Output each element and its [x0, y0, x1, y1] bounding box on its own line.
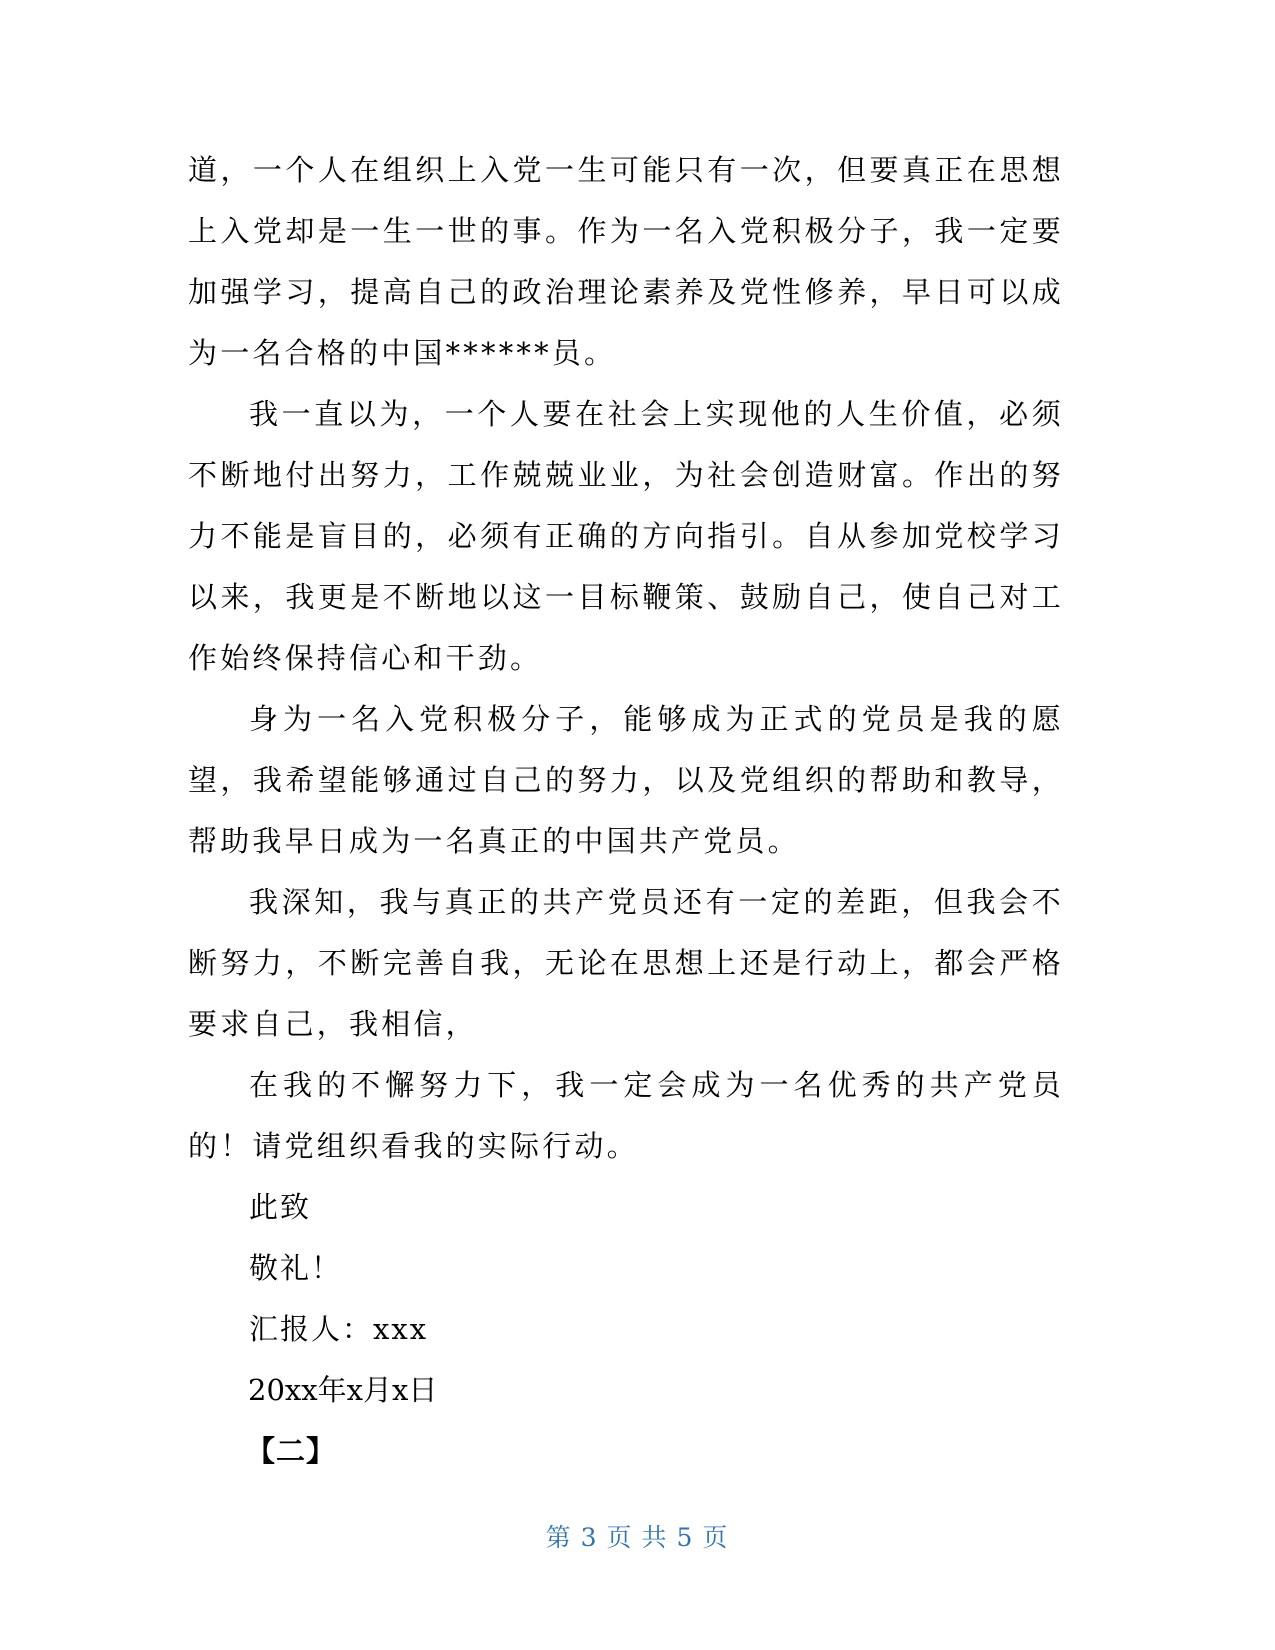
salutation-text: 敬礼！: [249, 1251, 343, 1285]
document-body: [188, 140, 1064, 1482]
footer-page-suffix: 页: [702, 1523, 730, 1552]
reporter-signature: 汇报人：xxx: [249, 1312, 429, 1346]
footer-total-prefix: 共: [641, 1523, 669, 1552]
footer-page-mid: 页: [606, 1523, 634, 1552]
page-footer: [0, 1518, 1275, 1554]
paragraph-wish: 身为一名入党积极分子，能够成为正式的党员是我的愿望，我希望能够通过自己的努力，以及党组织的帮助和教导，帮助我早日成为一名真正的中国共产党员。: [188, 702, 1064, 858]
report-date: 20xx年x月x日: [248, 1373, 438, 1407]
footer-total-pages: 5: [676, 1523, 695, 1552]
section-heading: 【二】: [246, 1434, 337, 1468]
paragraph-commitment: 在我的不懈努力下，我一定会成为一名优秀的共产党员的！请党组织看我的实际行动。: [188, 1068, 1064, 1163]
footer-page-prefix: 第: [545, 1523, 573, 1552]
paragraph-continuation: 道，一个人在组织上入党一生可能只有一次，但要真正在思想上入党却是一生一世的事。作为一名入党积极分子，我一定要加强学习，提高自己的政治理论素养及党性修养，早日可以成为一名合格的中国******员。: [188, 153, 1064, 370]
paragraph-gap: 我深知，我与真正的共产党员还有一定的差距，但我会不断努力，不断完善自我，无论在思想上还是行动上，都会严格要求自己，我相信，: [188, 885, 1064, 1041]
closing-text: 此致: [249, 1190, 312, 1224]
paragraph-life-value: 我一直以为，一个人要在社会上实现他的人生价值，必须不断地付出努力，工作兢兢业业，为社会创造财富。作出的努力不能是盲目的，必须有正确的方向指引。自从参加党校学习以来，我更是不断地以这一目标鞭策、鼓励自己，使自己对工作始终保持信心和干劲。: [188, 397, 1064, 675]
footer-current-page: 3: [580, 1523, 599, 1552]
